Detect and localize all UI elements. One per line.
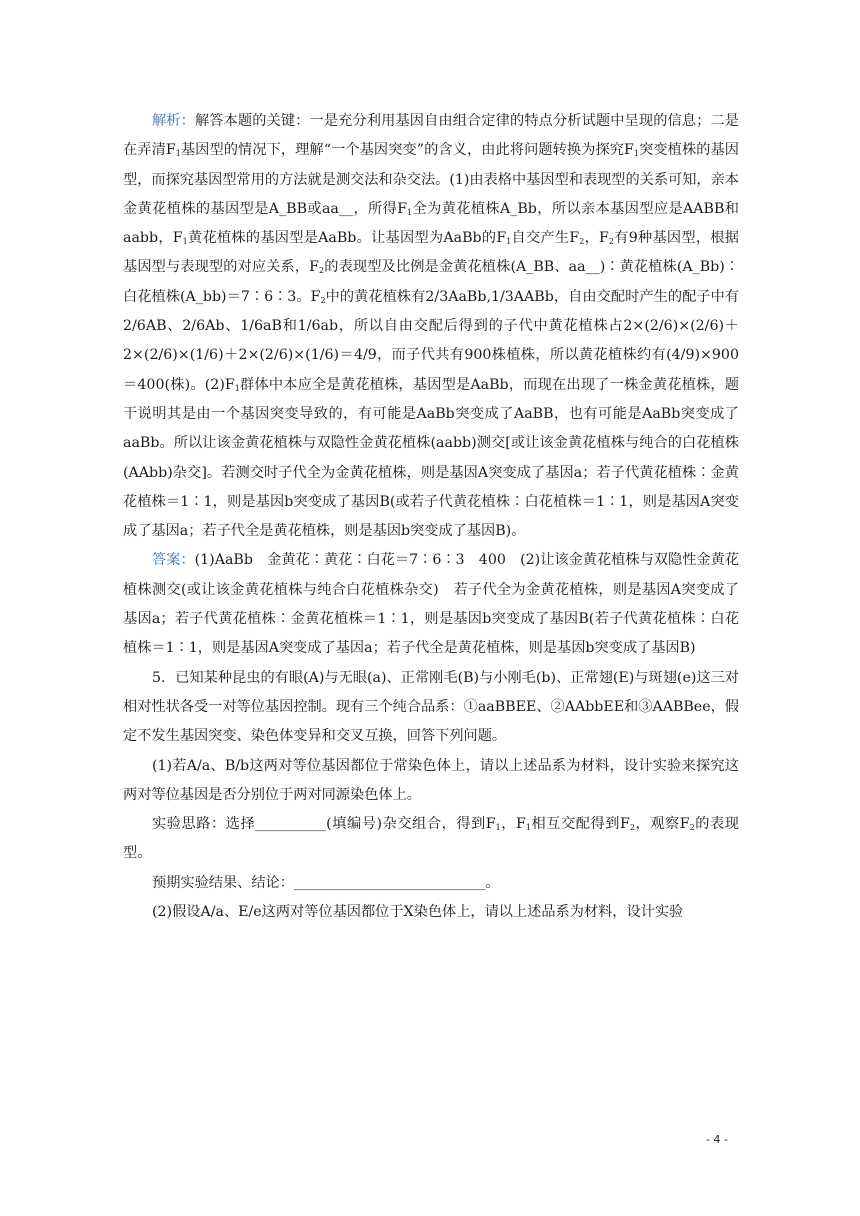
- analysis-paragraph: 解析：解答本题的关键：一是充分利用基因自由组合定律的特点分析试题中呈现的信息；二是在弄清$F_1$基因型的情况下，理解“一个基因突变”的含义，由此将问题转换为探究$F_1$突变植株的基因型，而探究基因型常用的方法就是测交法和杂交法。(1)由表格中基因型和表现型的关系可知，亲本金黄花植株的基因型是A_BB或aa__，所得$F_1$全为黄花植株A_Bb，所以亲本基因型应是AABB和aabb，$F_1$黄花植株的基因型是AaBb。让基因型为AaBb的$F_1$自交产生$F_2$，$F_2$有9种基因型，根据基因型与表现型的对应关系，$F_2$的表现型及比例是金黄花植株(A_BB、aa__)∶黄花植株(A_Bb)∶白花植株(A_bb)＝7∶6∶3。$F_2$中的黄花植株有2/3AaBb,1/3AABb，自由交配时产生的配子中有2/6AB、2/6Ab、1/6aB和1/6ab，所以自由交配后得到的子代中黄花植株占2×(2/6)×(2/6)＋2×(2/6)×(1/6)＋2×(2/6)×(1/6)＝4/9，而子代共有900株植株，所以黄花植株约有(4/9)×900＝400(株)。$(2)F_1$群体中本应全是黄花植株，基因型是AaBb，而现在出现了一株金黄花植株，题干说明其是由一个基因突变导致的，有可能是AaBb突变成了AaBB，也有可能是AaBb突变成了aaBb。所以让该金黄花植株与双隐性金黄花植株(aabb)测交[或让该金黄花植株与纯合的白花植株(AAbb)杂交]。若测交时子代全为金黄花植株，则是基因A突变成了基因a；若子代黄花植株∶金黄花植株＝1∶1，则是基因b突变成了基因B(或若子代黄花植株∶白花植株＝1∶1，则是基因A突变成了基因a；若子代全是黄花植株，则是基因b突变成了基因B)。: [123, 113, 740, 540]
- question-5-part-1: (1)若A/a、B/b这两对等位基因都位于常染色体上，请以上述品系为材料，设计实验来探究这两对等位基因是否分别位于两对同源染色体上。: [123, 757, 739, 803]
- experiment-idea: 实验思路：选择__________(填编号)杂交组合，得到$F_1$，$F_1$相互交配得到$F_2$，观察$F_2$的表现型。: [123, 816, 739, 862]
- question-5-part-2: (2)假设A/a、E/e这两对等位基因都位于X染色体上，请以上述品系为材料，设计实验: [152, 904, 684, 921]
- answer-label: 答案：: [152, 552, 195, 569]
- analysis-label: 解析：: [152, 113, 195, 129]
- question-5-stem: 5．已知某种昆虫的有眼(A)与无眼(a)、正常刚毛(B)与小刚毛(b)、正常翅(E)与斑翅(e)这三对相对性状各受一对等位基因控制。现有三个纯合品系：①aaBBEE、②AAbbEE和③AABBee，假定不发生基因突变、染色体变异和交叉互换，回答下列问题。: [123, 669, 739, 745]
- page-content: [123, 107, 739, 927]
- page-number: - 4 -: [706, 1133, 728, 1146]
- expected-result: 预期实验结果、结论：___________________________。: [152, 874, 500, 891]
- answer-paragraph: 答案：(1)AaBb 金黄花∶黄花∶白花＝7∶6∶3 400 (2)让该金黄花植株与双隐性金黄花植株测交(或让该金黄花植株与纯合白花植株杂交) 若子代全为金黄花植株，则是基因A突变成了基因a；若子代黄花植株∶金黄花植株＝1∶1，则是基因b突变成了基因B(若子代黄花植株∶白花植株＝1∶1，则是基因A突变成了基因a；若子代全是黄花植株，则是基因b突变成了基因B): [123, 552, 739, 657]
